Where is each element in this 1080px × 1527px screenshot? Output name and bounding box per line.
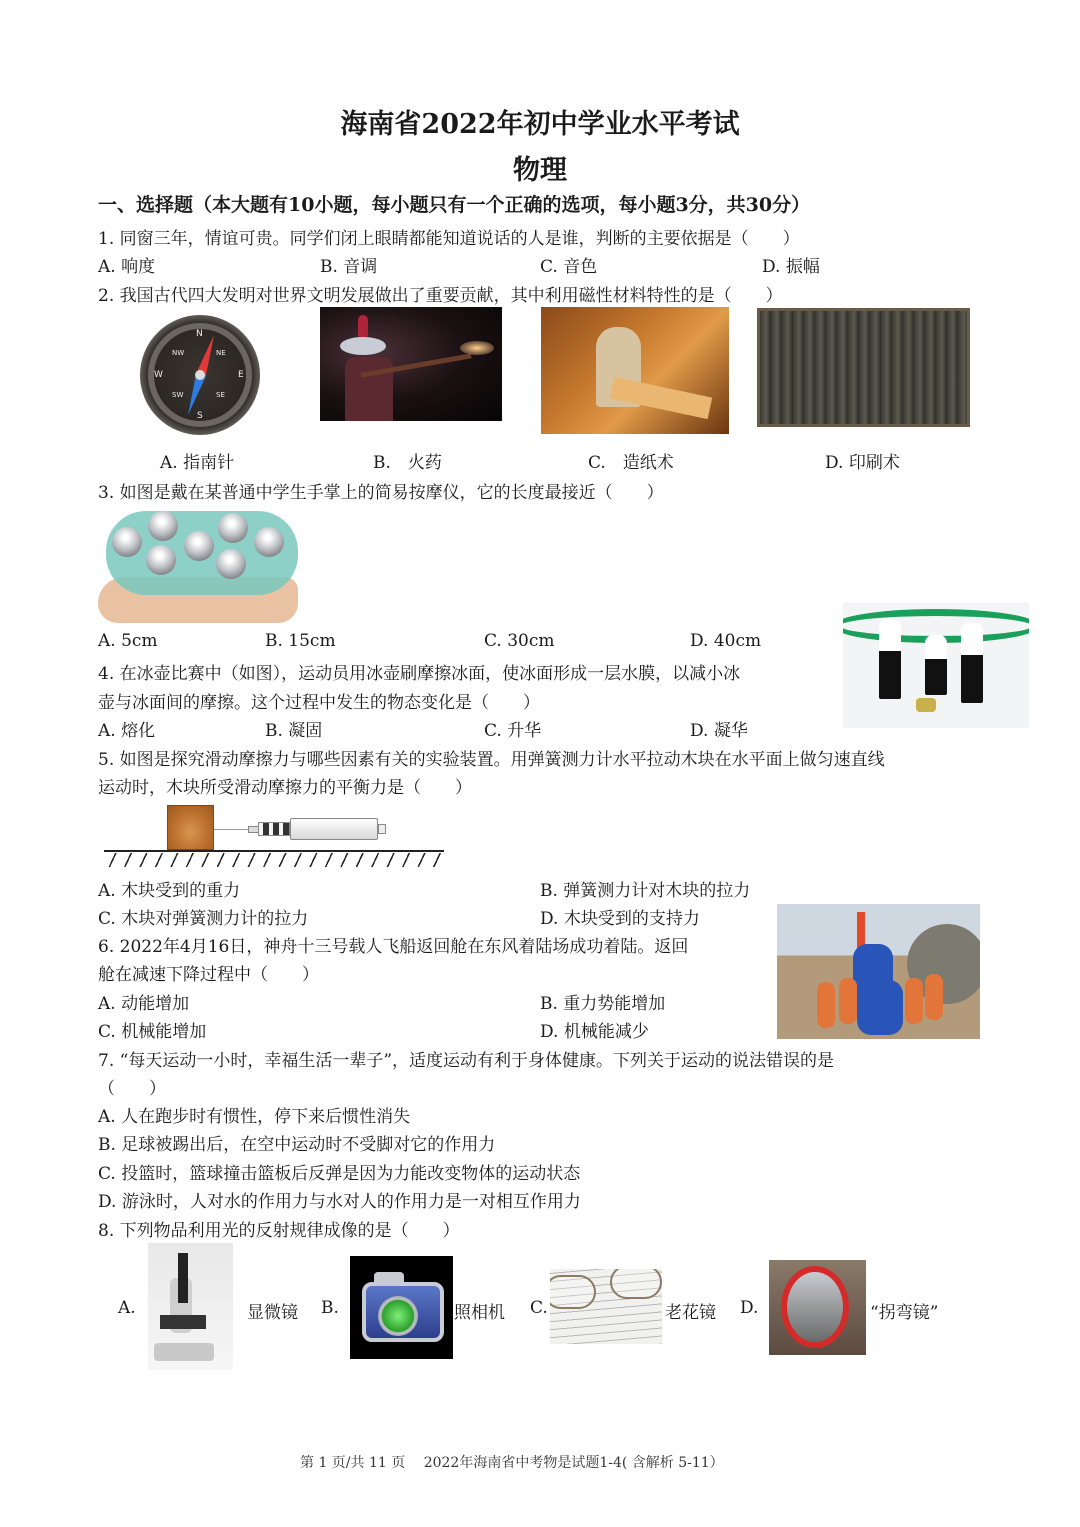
curling-image [843, 603, 1029, 728]
helmet-plume [358, 315, 368, 339]
muzzle-flash [460, 341, 494, 355]
q4-option-d: D. 凝华 [690, 721, 748, 741]
q2-option-c: C. 造纸术 [588, 453, 674, 473]
curler-figure [961, 623, 983, 703]
papermaking-image [541, 307, 729, 434]
curler-figure [879, 619, 901, 699]
massage-ball [112, 527, 142, 557]
q5-option-d: D. 木块受到的支持力 [540, 909, 700, 929]
q8-option-c-label: 老花镜 [665, 1303, 716, 1323]
q3-option-a: A. 5cm [98, 631, 158, 651]
q7-stem-line2: （ ） [98, 1079, 166, 1099]
q7-stem-line1: 7. “每天运动一小时，幸福生活一辈子”，适度运动有利于身体健康。下列关于运动的说法错误的是 [98, 1051, 835, 1071]
spring-scale-body [290, 818, 378, 840]
reentry-capsule-image [777, 904, 980, 1039]
compass-label-sw: SW [172, 391, 184, 399]
q6-option-c: C. 机械能增加 [98, 1022, 207, 1042]
section-heading: 一、选择题（本大题有10小题，每小题只有一个正确的选项，每小题3分，共30分） [98, 194, 811, 216]
convex-mirror [781, 1266, 849, 1348]
gunpowder-image [320, 307, 502, 421]
microscope-stage [160, 1315, 206, 1329]
microscope-eyepiece [178, 1253, 188, 1303]
q8-option-c-letter: C. [530, 1298, 548, 1318]
microscope-image [148, 1243, 233, 1370]
exam-title: 海南省2022年初中学业水平考试 [340, 109, 740, 140]
helmet [340, 337, 386, 355]
q3-option-b: B. 15cm [265, 631, 336, 651]
q2-stem: 2. 我国古代四大发明对世界文明发展做出了重要贡献，其中利用磁性材料特性的是（ ） [98, 286, 783, 306]
spring-scale-ring [378, 824, 386, 834]
spring-scale-pointer [258, 822, 290, 836]
q1-option-d: D. 振幅 [762, 257, 820, 277]
q7-option-d: D. 游泳时，人对水的作用力与水对人的作用力是一对相互作用力 [98, 1192, 581, 1212]
q3-option-d: D. 40cm [690, 631, 762, 651]
convex-mirror-image [769, 1260, 866, 1355]
ground-crew-figure [817, 982, 835, 1028]
massage-ball [184, 531, 214, 561]
pull-string [214, 829, 248, 830]
camera-image [350, 1256, 453, 1359]
massage-ball [148, 511, 178, 541]
wooden-block [167, 805, 214, 850]
horizontal-surface [104, 850, 444, 852]
massage-ball [254, 527, 284, 557]
q7-option-c: C. 投篮时，篮球撞击篮板后反弹是因为力能改变物体的运动状态 [98, 1164, 581, 1184]
q6-stem-line2: 舱在减速下降过程中（ ） [98, 965, 319, 985]
q8-option-d-label: “拐弯镜” [870, 1303, 939, 1323]
surface-hatching [104, 853, 444, 867]
printing-image [757, 308, 970, 427]
q6-option-a: A. 动能增加 [98, 994, 190, 1014]
compass-label-w: W [154, 370, 163, 380]
q4-option-c: C. 升华 [484, 721, 542, 741]
compass-hub [195, 370, 205, 380]
q5-option-b: B. 弹簧测力计对木块的拉力 [540, 881, 751, 901]
q8-option-b-letter: B. [321, 1298, 339, 1318]
astronaut-chair [857, 980, 903, 1035]
paper-screen-tray [610, 377, 712, 419]
massager-image [98, 505, 305, 623]
q6-stem-line1: 6. 2022年4月16日，神舟十三号载人飞船返回舱在东风着陆场成功着陆。返回 [98, 937, 689, 957]
q5-option-c: C. 木块对弹簧测力计的拉力 [98, 909, 309, 929]
q5-option-a: A. 木块受到的重力 [98, 881, 241, 901]
camera-lens [378, 1296, 418, 1336]
q8-option-b-label: 照相机 [454, 1303, 505, 1323]
q2-option-d: D. 印刷术 [825, 453, 900, 473]
q8-stem: 8. 下列物品利用光的反射规律成像的是（ ） [98, 1221, 460, 1241]
q8-option-a-label: 显微镜 [247, 1303, 298, 1323]
q8-option-d-letter: D. [740, 1298, 759, 1318]
q5-stem-line1: 5. 如图是探究滑动摩擦力与哪些因素有关的实验装置。用弹簧测力计水平拉动木块在水平面上做匀速直线 [98, 750, 885, 770]
ground-crew-figure [925, 974, 943, 1020]
q7-option-b: B. 足球被踢出后，在空中运动时不受脚对它的作用力 [98, 1135, 496, 1155]
curling-stone [916, 698, 936, 712]
q4-stem-line2: 壶与冰面间的摩擦。这个过程中发生的物态变化是（ ） [98, 693, 540, 713]
compass-label-se: SE [216, 391, 225, 399]
q3-option-c: C. 30cm [484, 631, 555, 651]
q4-stem-line1: 4. 在冰壶比赛中（如图），运动员用冰壶刷摩擦冰面，使冰面形成一层水膜，以减小冰 [98, 664, 741, 684]
q2-option-a: A. 指南针 [160, 453, 235, 473]
compass-image [140, 315, 260, 435]
q4-option-a: A. 熔化 [98, 721, 156, 741]
compass-label-nw: NW [172, 349, 185, 357]
glasses-lens [610, 1269, 662, 1299]
q7-option-a: A. 人在跑步时有惯性，停下来后惯性消失 [98, 1107, 411, 1127]
compass-label-s: S [197, 411, 203, 421]
q4-option-b: B. 凝固 [265, 721, 323, 741]
compass-label-ne: NE [216, 349, 226, 357]
microscope-base [154, 1343, 214, 1361]
q5-stem-line2: 运动时，木块所受滑动摩擦力的平衡力是（ ） [98, 778, 472, 798]
massage-ball [216, 549, 246, 579]
q1-option-c: C. 音色 [540, 257, 598, 277]
q8-option-a-letter: A. [118, 1298, 136, 1318]
exam-subject: 物理 [513, 155, 567, 186]
q2-option-b: B. 火药 [373, 453, 442, 473]
soldier-figure [345, 357, 393, 421]
massage-ball [146, 545, 176, 575]
q1-stem: 1. 同窗三年，情谊可贵。同学们闭上眼睛都能知道说话的人是谁，判断的主要依据是（ ） [98, 229, 800, 249]
q6-option-d: D. 机械能减少 [540, 1022, 649, 1042]
ground-crew-figure [905, 978, 923, 1024]
ground-crew-figure [839, 978, 857, 1024]
glasses-lens [550, 1275, 596, 1309]
curler-figure [925, 635, 947, 695]
compass-label-n: N [196, 329, 203, 339]
compass-label-e: E [238, 370, 244, 380]
q1-option-a: A. 响度 [98, 257, 156, 277]
q3-stem: 3. 如图是戴在某普通中学生手掌上的简易按摩仪，它的长度最接近（ ） [98, 483, 664, 503]
reading-glasses-image [550, 1269, 662, 1344]
massage-ball [218, 513, 248, 543]
q6-option-b: B. 重力势能增加 [540, 994, 666, 1014]
page-footer: 第 1 页/共 11 页 2022年海南省中考物是试题1-4( 含解析 5-11） [300, 1455, 724, 1471]
q1-option-b: B. 音调 [320, 257, 378, 277]
